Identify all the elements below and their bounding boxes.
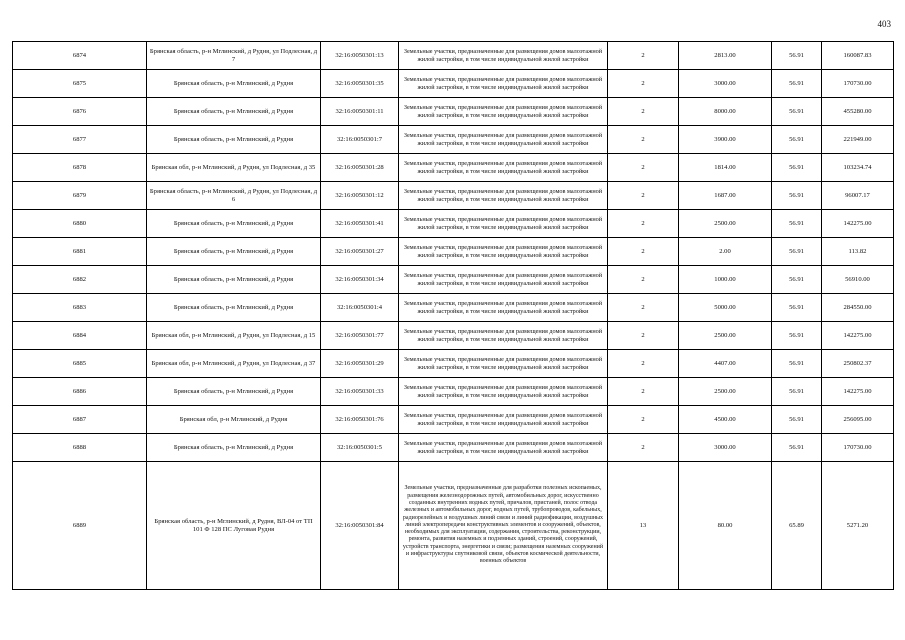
table-row <box>13 42 894 70</box>
rate-cell: 56.91 <box>772 406 822 434</box>
cadastral-number-cell: 32:16:0050301:13 <box>321 42 399 70</box>
cadastral-number-cell: 32:16:0050301:34 <box>321 266 399 294</box>
table-row <box>13 182 894 210</box>
group-cell: 2 <box>608 378 679 406</box>
address-cell: Брянская обл, р-н Мглинский, д Рудня <box>147 406 321 434</box>
cadastral-value-cell: 221949.00 <box>822 126 894 154</box>
group-cell: 2 <box>608 434 679 462</box>
area-cell: 5000.00 <box>679 294 772 322</box>
cadastral-value-cell: 160087.83 <box>822 42 894 70</box>
land-use-cell: Земельные участки, предназначенные для размещения домов малоэтажной жилой застройки, в том числе индивидуальной жилой застройки <box>399 434 608 462</box>
land-use-cell: Земельные участки, предназначенные для размещения домов малоэтажной жилой застройки, в том числе индивидуальной жилой застройки <box>399 406 608 434</box>
address-cell: Брянская область, р-н Мглинский, д Рудня <box>147 238 321 266</box>
cadastral-value-cell: 142275.00 <box>822 322 894 350</box>
address-cell: Брянская область, р-н Мглинский, д Рудня, ул Подлесная, д 7 <box>147 42 321 70</box>
cadastral-value-cell: 170730.00 <box>822 434 894 462</box>
row-number: 6883 <box>13 294 147 322</box>
group-cell: 2 <box>608 350 679 378</box>
row-number: 6875 <box>13 70 147 98</box>
row-number: 6886 <box>13 378 147 406</box>
row-number: 6876 <box>13 98 147 126</box>
cadastral-value-cell: 56910.00 <box>822 266 894 294</box>
area-cell: 2500.00 <box>679 322 772 350</box>
group-cell: 2 <box>608 98 679 126</box>
row-number: 6877 <box>13 126 147 154</box>
area-cell: 8000.00 <box>679 98 772 126</box>
area-cell: 3000.00 <box>679 434 772 462</box>
address-cell: Брянская область, р-н Мглинский, д Рудня <box>147 70 321 98</box>
cadastral-value-cell: 170730.00 <box>822 70 894 98</box>
address-cell: Брянская область, р-н Мглинский, д Рудня <box>147 210 321 238</box>
cadastral-value-cell: 103234.74 <box>822 154 894 182</box>
address-cell: Брянская область, р-н Мглинский, д Рудня <box>147 126 321 154</box>
land-use-cell: Земельные участки, предназначенные для размещения домов малоэтажной жилой застройки, в том числе индивидуальной жилой застройки <box>399 266 608 294</box>
land-use-cell: Земельные участки, предназначенные для размещения домов малоэтажной жилой застройки, в том числе индивидуальной жилой застройки <box>399 378 608 406</box>
address-cell: Брянская область, р-н Мглинский, д Рудня, ул Подлесная, д 6 <box>147 182 321 210</box>
group-cell: 2 <box>608 406 679 434</box>
table-row <box>13 294 894 322</box>
cadastral-value-cell: 142275.00 <box>822 378 894 406</box>
table-row <box>13 210 894 238</box>
rate-cell: 56.91 <box>772 294 822 322</box>
address-cell: Брянская обл, р-н Мглинский, д Рудня, ул Подлесная, д 15 <box>147 322 321 350</box>
rate-cell: 56.91 <box>772 378 822 406</box>
area-cell: 4500.00 <box>679 406 772 434</box>
table-row <box>13 462 894 590</box>
area-cell: 80.00 <box>679 462 772 590</box>
land-use-cell: Земельные участки, предназначенные для размещения домов малоэтажной жилой застройки, в том числе индивидуальной жилой застройки <box>399 350 608 378</box>
address-cell: Брянская обл, р-н Мглинский, д Рудня, ул Подлесная, д 37 <box>147 350 321 378</box>
cadastral-number-cell: 32:16:0050301:77 <box>321 322 399 350</box>
cadastral-number-cell: 32:16:0050301:5 <box>321 434 399 462</box>
group-cell: 2 <box>608 42 679 70</box>
cadastral-number-cell: 32:16:0050301:76 <box>321 406 399 434</box>
address-cell: Брянская область, р-н Мглинский, д Рудня <box>147 434 321 462</box>
area-cell: 4407.00 <box>679 350 772 378</box>
cadastral-number-cell: 32:16:0050301:29 <box>321 350 399 378</box>
area-cell: 3000.00 <box>679 70 772 98</box>
rate-cell: 56.91 <box>772 322 822 350</box>
row-number: 6887 <box>13 406 147 434</box>
area-cell: 1814.00 <box>679 154 772 182</box>
table-row <box>13 70 894 98</box>
table-row <box>13 434 894 462</box>
address-cell: Брянская область, р-н Мглинский, д Рудня <box>147 294 321 322</box>
land-use-cell: Земельные участки, предназначенные для размещения домов малоэтажной жилой застройки, в том числе индивидуальной жилой застройки <box>399 70 608 98</box>
group-cell: 2 <box>608 70 679 98</box>
cadastral-value-cell: 96007.17 <box>822 182 894 210</box>
cadastral-number-cell: 32:16:0050301:28 <box>321 154 399 182</box>
group-cell: 2 <box>608 126 679 154</box>
table-row <box>13 378 894 406</box>
group-cell: 2 <box>608 210 679 238</box>
table-row <box>13 238 894 266</box>
cadastral-number-cell: 32:16:0050301:4 <box>321 294 399 322</box>
address-cell: Брянская область, р-н Мглинский, д Рудня, ВЛ-04 от ТП 101 Ф 128 ПС Луговая Рудня <box>147 462 321 590</box>
cadastral-number-cell: 32:16:0050301:7 <box>321 126 399 154</box>
rate-cell: 56.91 <box>772 42 822 70</box>
rate-cell: 56.91 <box>772 350 822 378</box>
land-use-cell: Земельные участки, предназначенные для размещения домов малоэтажной жилой застройки, в том числе индивидуальной жилой застройки <box>399 154 608 182</box>
table-row <box>13 406 894 434</box>
rate-cell: 56.91 <box>772 266 822 294</box>
table-row <box>13 98 894 126</box>
address-cell: Брянская область, р-н Мглинский, д Рудня <box>147 378 321 406</box>
cadastral-number-cell: 32:16:0050301:35 <box>321 70 399 98</box>
cadastral-value-cell: 284550.00 <box>822 294 894 322</box>
address-cell: Брянская область, р-н Мглинский, д Рудня <box>147 98 321 126</box>
area-cell: 2500.00 <box>679 210 772 238</box>
address-cell: Брянская обл, р-н Мглинский, д Рудня, ул Подлесная, д 35 <box>147 154 321 182</box>
group-cell: 2 <box>608 266 679 294</box>
cadastral-number-cell: 32:16:0050301:33 <box>321 378 399 406</box>
page-number: 403 <box>877 19 891 29</box>
group-cell: 13 <box>608 462 679 590</box>
table-row <box>13 350 894 378</box>
area-cell: 2813.00 <box>679 42 772 70</box>
rate-cell: 56.91 <box>772 126 822 154</box>
land-use-cell: Земельные участки, предназначенные для размещения домов малоэтажной жилой застройки, в том числе индивидуальной жилой застройки <box>399 126 608 154</box>
row-number: 6888 <box>13 434 147 462</box>
land-use-cell: Земельные участки, предназначенные для размещения домов малоэтажной жилой застройки, в том числе индивидуальной жилой застройки <box>399 210 608 238</box>
table-row <box>13 154 894 182</box>
cadastral-value-cell: 455280.00 <box>822 98 894 126</box>
cadastral-number-cell: 32:16:0050301:84 <box>321 462 399 590</box>
area-cell: 1687.00 <box>679 182 772 210</box>
rate-cell: 56.91 <box>772 434 822 462</box>
land-use-cell: Земельные участки, предназначенные для размещения домов малоэтажной жилой застройки, в том числе индивидуальной жилой застройки <box>399 42 608 70</box>
row-number: 6882 <box>13 266 147 294</box>
cadastral-number-cell: 32:16:0050301:41 <box>321 210 399 238</box>
land-registry-table <box>12 41 894 590</box>
row-number: 6889 <box>13 462 147 590</box>
land-use-cell: Земельные участки, предназначенные для размещения домов малоэтажной жилой застройки, в том числе индивидуальной жилой застройки <box>399 182 608 210</box>
land-use-cell: Земельные участки, предназначенные для разработки полезных ископаемых, размещения железнодорожных путей, автомобильных дорог, искусственно созданных внутренних водных путей, причалов, пристаней, полос отвода железных и автомобильных дорог, водных путей, трубопроводов, кабельных, радиорелейных и воздушных линий связи и линий радиофикации, воздушных линий электропередачи конструктивных элементов и сооружений, объектов, необходимых для эксплуатации, содержания, строительства, реконструкции, ремонта, развития наземных и подземных зданий, строений, сооружений, устройств транспорта, энергетики и связи; размещения наземных сооружений и инфраструктуры спутниковой связи, объектов космической деятельности, военных объектов <box>399 462 608 590</box>
cadastral-value-cell: 256095.00 <box>822 406 894 434</box>
address-cell: Брянская область, р-н Мглинский, д Рудня <box>147 266 321 294</box>
rate-cell: 56.91 <box>772 154 822 182</box>
row-number: 6878 <box>13 154 147 182</box>
rate-cell: 65.89 <box>772 462 822 590</box>
rate-cell: 56.91 <box>772 70 822 98</box>
row-number: 6880 <box>13 210 147 238</box>
cadastral-number-cell: 32:16:0050301:11 <box>321 98 399 126</box>
land-use-cell: Земельные участки, предназначенные для размещения домов малоэтажной жилой застройки, в том числе индивидуальной жилой застройки <box>399 294 608 322</box>
group-cell: 2 <box>608 238 679 266</box>
rate-cell: 56.91 <box>772 98 822 126</box>
row-number: 6881 <box>13 238 147 266</box>
group-cell: 2 <box>608 182 679 210</box>
row-number: 6885 <box>13 350 147 378</box>
row-number: 6879 <box>13 182 147 210</box>
cadastral-value-cell: 250802.37 <box>822 350 894 378</box>
area-cell: 3900.00 <box>679 126 772 154</box>
cadastral-number-cell: 32:16:0050301:27 <box>321 238 399 266</box>
land-use-cell: Земельные участки, предназначенные для размещения домов малоэтажной жилой застройки, в том числе индивидуальной жилой застройки <box>399 238 608 266</box>
area-cell: 1000.00 <box>679 266 772 294</box>
table-row <box>13 266 894 294</box>
group-cell: 2 <box>608 322 679 350</box>
cadastral-number-cell: 32:16:0050301:12 <box>321 182 399 210</box>
area-cell: 2500.00 <box>679 378 772 406</box>
table-row <box>13 322 894 350</box>
land-use-cell: Земельные участки, предназначенные для размещения домов малоэтажной жилой застройки, в том числе индивидуальной жилой застройки <box>399 322 608 350</box>
cadastral-value-cell: 5271.20 <box>822 462 894 590</box>
cadastral-value-cell: 113.82 <box>822 238 894 266</box>
group-cell: 2 <box>608 294 679 322</box>
table-row <box>13 126 894 154</box>
cadastral-value-cell: 142275.00 <box>822 210 894 238</box>
rate-cell: 56.91 <box>772 182 822 210</box>
rate-cell: 56.91 <box>772 210 822 238</box>
area-cell: 2.00 <box>679 238 772 266</box>
row-number: 6884 <box>13 322 147 350</box>
group-cell: 2 <box>608 154 679 182</box>
land-use-cell: Земельные участки, предназначенные для размещения домов малоэтажной жилой застройки, в том числе индивидуальной жилой застройки <box>399 98 608 126</box>
rate-cell: 56.91 <box>772 238 822 266</box>
row-number: 6874 <box>13 42 147 70</box>
